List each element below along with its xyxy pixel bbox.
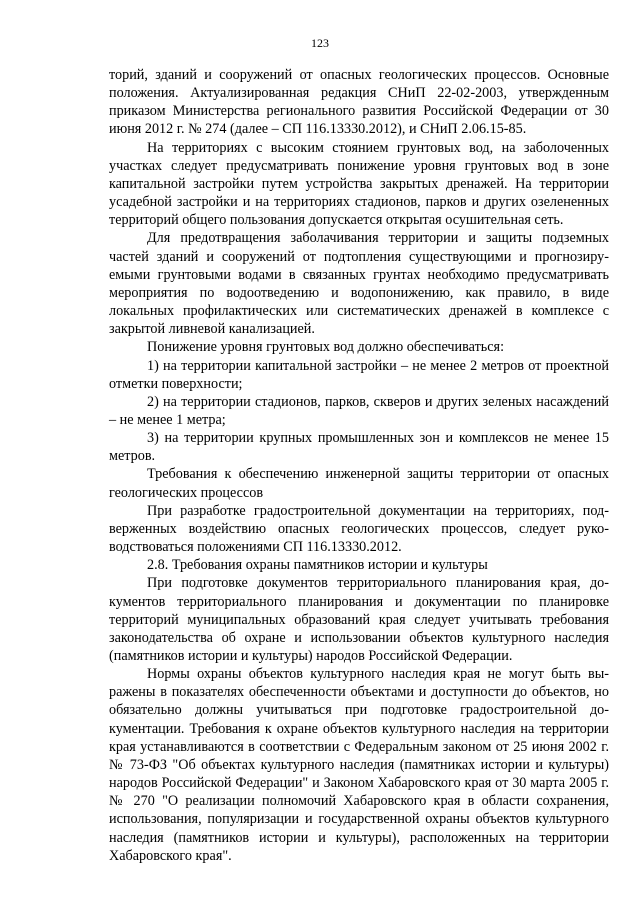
page-number: 123 <box>311 36 329 50</box>
paragraph: Понижение уровня грунтовых вод должно обеспечиваться: <box>147 339 505 356</box>
subheading: Требования к обеспечению инженерной защиты территории от опасных геологических процессов <box>109 466 609 501</box>
list-item: 3) на территории крупных промышленных зон и комплексов не менее 15 метров. <box>109 430 609 465</box>
paragraph: Для предотвращения заболачивания территории и защиты подземных частей зданий и сооружений от подтопления существующими и прогнозируемыми грунтовыми водами в связанных грунтах необходимо предусматривать мероприятия по водоотведению и водопонижению, как правило, в виде локальных профилактических или систематических дренажей в комплексе с закрытой ливневой канализацией. <box>109 230 609 338</box>
list-item: 2) на территории стадионов, парков, скверов и других зеленых насаждений – не менее 1 метра; <box>109 393 609 428</box>
paragraph: При подготовке документов территориального планирования края, документов территориального планирования и документации по планировке территорий муниципальных образований края следует учитывать требования законодательства об охране и использовании объектов культурного наследия (памятников истории и культуры) народов Российской Федерации. <box>109 575 609 664</box>
document-body <box>109 66 609 865</box>
paragraph: Нормы охраны объектов культурного наследия края не могут быть выражены в показателях обеспеченности объектами и доступности до объектов, но обязательно должны учитываться при подготовке градостроительной документации. Требования к охране объектов культурного наследия на территории края устанавливаются в соответствии с Федеральным законом от 25 июня 2002 г. № 73-ФЗ "Об объектах культурного наследия (памятниках истории и культуры) народов Российской Федерации" и Законом Хабаровского края от 30 марта 2005 г. № 270 "О реализации полномочий Хабаровского края в области сохранения, использования, популяризации и государственной охраны объектов культурного наследия (памятников истории и культуры), расположенных на территории Хабаровского края". <box>109 666 609 864</box>
paragraph: При разработке градостроительной документации на территориях, подверженных воздействию опасных геологических процессов, следует руководствоваться положениями СП 116.13330.2012. <box>109 502 609 556</box>
section-heading: 2.8. Требования охраны памятников истории и культуры <box>147 557 488 574</box>
paragraph: На территориях с высоким стоянием грунтовых вод, на заболоченных участках следует предусматривать понижение уровня грунтовых вод в зоне капитальной застройки путем устройства закрытых дренажей. На территории усадебной застройки и на территориях стадионов, парков и других озелененных территорий общего пользования допускается открытая осушительная сеть. <box>109 139 609 229</box>
paragraph: торий, зданий и сооружений от опасных геологических процессов. Основные положения. Актуализированная редакция СНиП 22-02-2003, утвержденным приказом Министерства регионального развития Российской Федерации от 30 июня 2012 г. № 274 (далее – СП 116.13330.2012), и СНиП 2.06.15-85. <box>109 67 609 138</box>
list-item: 1) на территории капитальной застройки – не менее 2 метров от проектной отметки поверхности; <box>109 357 609 392</box>
